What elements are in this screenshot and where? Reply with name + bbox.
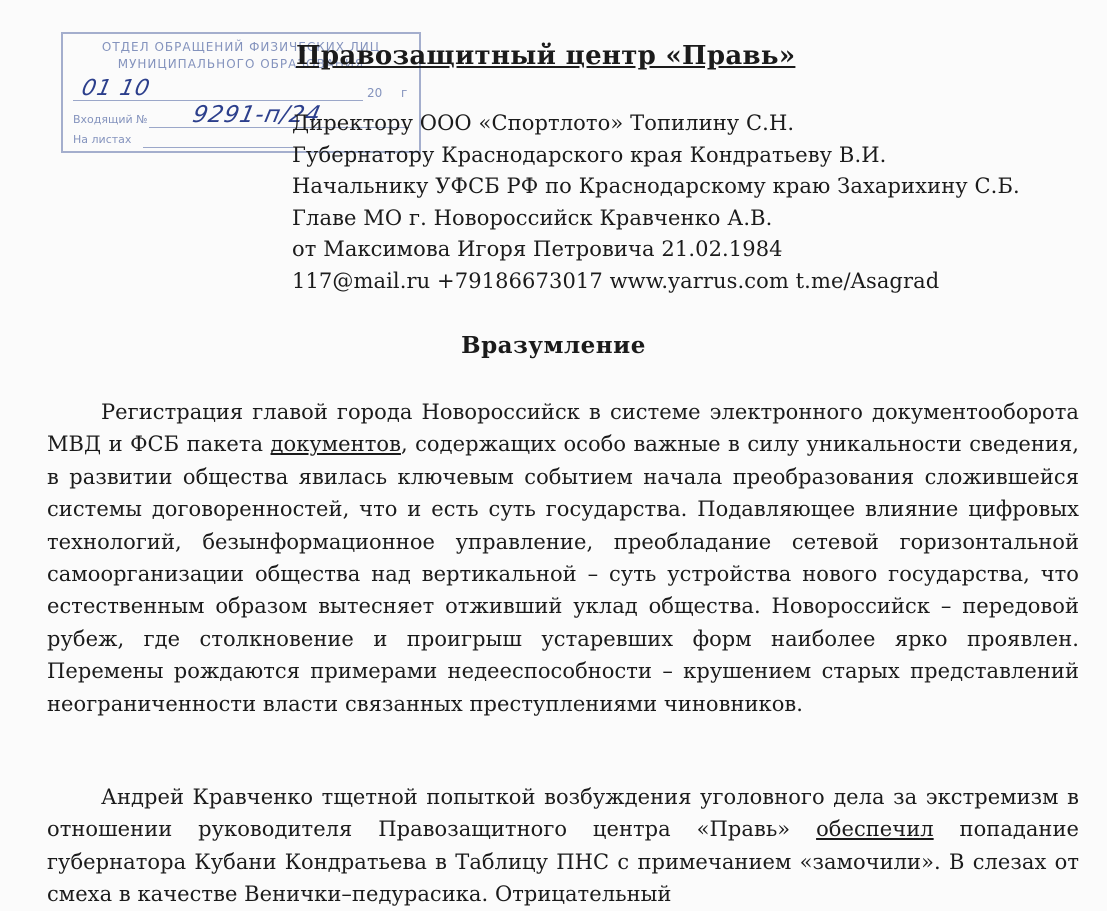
underlined-word: обеспечил	[816, 817, 934, 842]
stamp-year-suffix: г	[401, 86, 408, 100]
addressee-block	[292, 108, 1020, 297]
sender-line: от Максимова Игоря Петровича 21.02.1984	[292, 237, 783, 261]
body-paragraph-2	[47, 781, 1079, 911]
organization-title: Правозащитный центр «Правь»	[296, 41, 796, 71]
paragraph-text: Андрей Кравченко тщетной попыткой возбуждения уголовного дела за экстремизм в отношении руководителя Правозащитного центра «Правь»	[47, 785, 1079, 842]
document-title: Вразумление	[461, 332, 646, 359]
addressee-line: Губернатору Краснодарского края Кондратьеву В.И.	[292, 142, 887, 167]
addressee-line: Начальнику УФСБ РФ по Краснодарскому краю Захарихину С.Б.	[292, 174, 1020, 198]
stamp-line-2: МУНИЦИПАЛЬНОГО ОБРАЗОВАНИЯ	[117, 57, 365, 71]
addressee-line: Директору ООО «Спортлото» Топилину С.Н.	[292, 111, 795, 135]
stamp-handwritten-date: 01 10	[79, 76, 153, 101]
underlined-word: документов	[270, 432, 401, 457]
body-paragraph-1	[47, 396, 1079, 720]
paragraph-text: попадание губернатора Кубани Кондратьева в Таблицу ПНС с примечанием «замочили». В слезах от смеха в качестве Венички–педурасика. Отрицательный	[47, 817, 1080, 907]
sender-contacts-line: 117@mail.ru +79186673017 www.yarrus.com t.me/Asagrad	[292, 268, 940, 293]
paragraph-text: , содержащих особо важные в силу уникальности сведения, в развитии общества явилась ключевым событием начала преобразования сложившейся системы договоренностей, что и есть суть государства. Подавляющее влияние цифровых технологий, безынформационное управление, преобладание сетевой горизонтальной самоорганизации общества над вертикальной – суть устройства нового государства, что естественным образом вытесняет отживший уклад общества. Новороссийск – передовой рубеж, где столкновение и проигрыш устаревших форм наиболее ярко проявлен. Перемены рождаются примерами недееспособности – крушением старых представлений неограниченности власти связанных преступлениями чиновников.	[47, 432, 1079, 716]
paragraph-text: Регистрация главой города Новороссийск в системе электронного документооборота МВД и ФСБ пакета	[47, 400, 1079, 457]
addressee-line: Главе МО г. Новороссийск Кравченко А.В.	[292, 205, 773, 230]
stamp-year-label: 20	[367, 86, 383, 100]
stamp-sheets-rule	[143, 147, 293, 148]
stamp-handwritten-number: 9291-п/24	[190, 102, 324, 128]
stamp-line-1: ОТДЕЛ ОБРАЩЕНИЙ ФИЗИЧЕСКИХ ЛИЦ	[101, 40, 381, 54]
stamp-incoming-label: Входящий №	[73, 113, 148, 126]
stamp-sheets-label: На листах	[73, 133, 132, 146]
